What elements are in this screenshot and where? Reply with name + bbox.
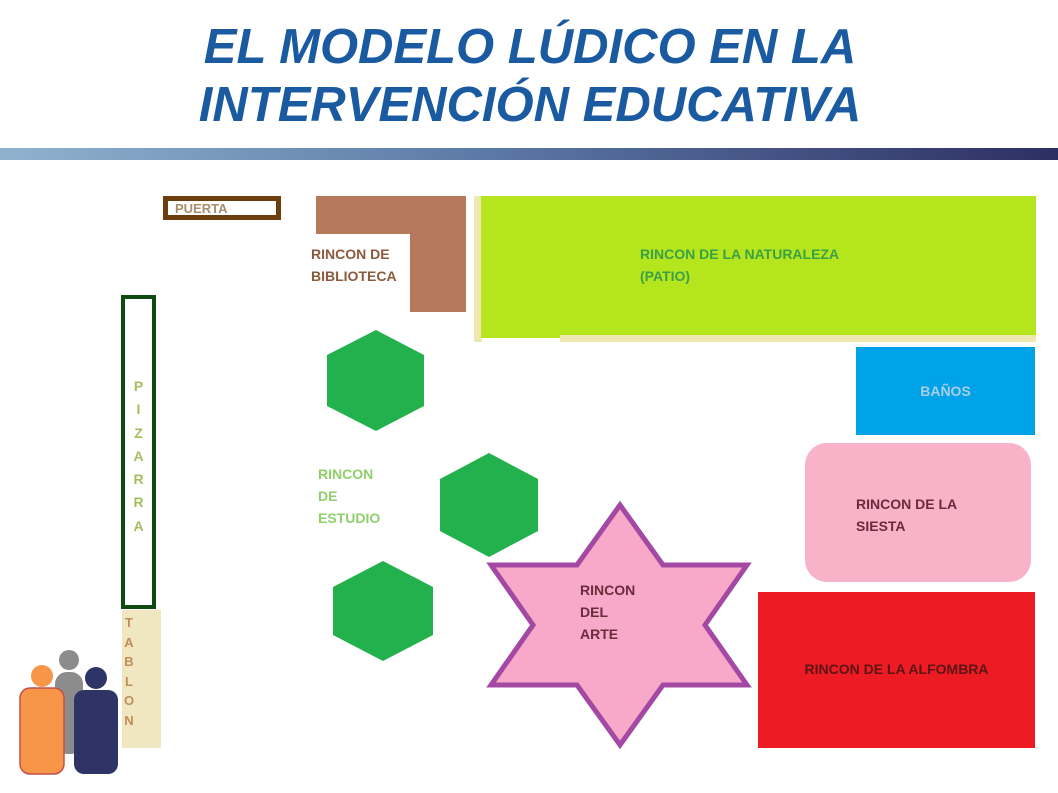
title-line-2: INTERVENCIÓN EDUCATIVA [198, 78, 862, 132]
study-hexagon-3 [333, 561, 433, 661]
people-group-icon [20, 650, 118, 774]
rug-label: RINCON DE LA ALFOMBRA [804, 661, 989, 677]
noticeboard-label: T A B L O N [123, 615, 135, 728]
title-line-1: EL MODELO LÚDICO EN LA [203, 20, 857, 74]
door-label: PUERTA [175, 201, 228, 216]
study-hexagon-2 [440, 453, 538, 557]
art-label: RINCON DEL ARTE [580, 582, 636, 642]
blackboard-label: P I Z A R R A [133, 378, 144, 534]
nap-label: RINCON DE LA SIESTA [856, 496, 958, 534]
nature-label: RINCON DE LA NATURALEZA (PATIO) [640, 246, 840, 284]
study-hexagon-1 [327, 330, 424, 431]
study-label: RINCON DE ESTUDIO [318, 466, 381, 526]
library-label: RINCON DE BIBLIOTECA [311, 246, 397, 284]
bathrooms-label: BAÑOS [920, 383, 971, 399]
